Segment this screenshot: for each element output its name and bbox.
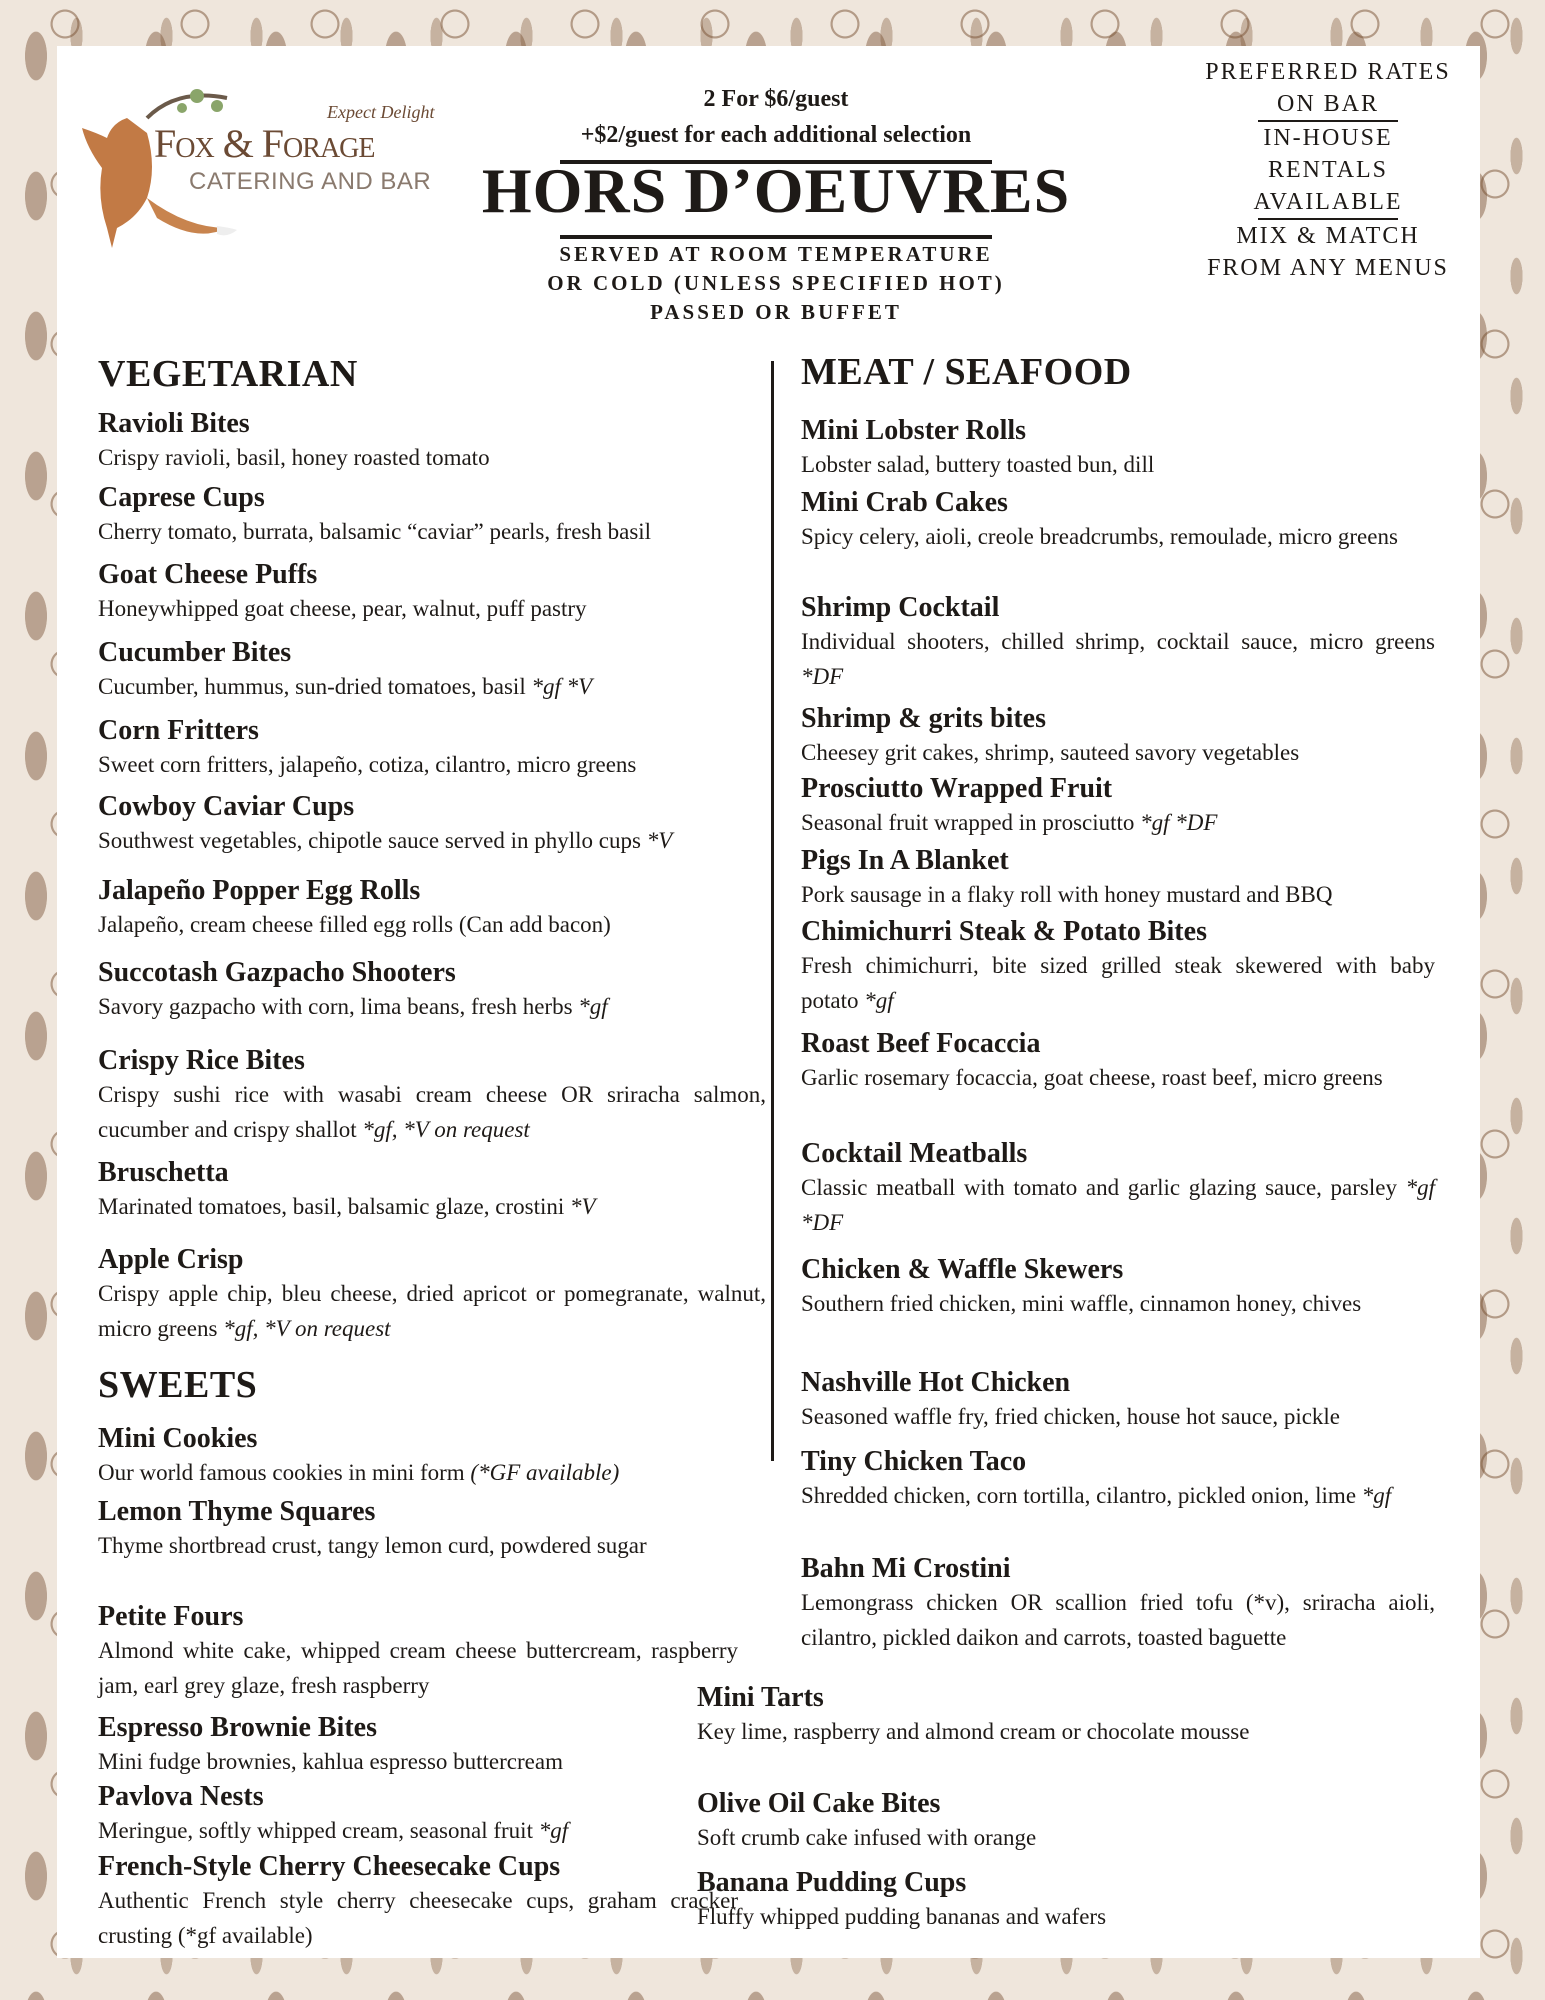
menu-item [801, 1028, 1435, 1095]
description-text: Thyme shortbread crust, tangy lemon curd, powdered sugar [98, 1533, 647, 1558]
menu-item-description [98, 514, 766, 549]
menu-item-name: Mini Tarts [697, 1682, 824, 1713]
menu-item [98, 957, 766, 1024]
menu-item-name: Caprese Cups [98, 482, 265, 513]
menu-item-description [98, 1883, 738, 1953]
logo-tagline: Expect Delight [327, 102, 435, 122]
dietary-note: *gf, *V on request [362, 1117, 530, 1142]
menu-item-name: Petite Fours [98, 1601, 244, 1632]
menu-item-name: Bahn Mi Crostini [801, 1553, 1011, 1584]
description-text: Honeywhipped goat cheese, pear, walnut, puff pastry [98, 596, 587, 621]
note-line: MIX & MATCH [1236, 223, 1420, 249]
menu-item-description [98, 1455, 738, 1490]
menu-item-name: Cowboy Caviar Cups [98, 791, 355, 822]
dietary-note: *gf [538, 1818, 569, 1843]
menu-item [98, 1423, 738, 1490]
serving-note: SERVED AT ROOM TEMPERATURE [559, 242, 993, 266]
description-text: Meringue, softly whipped cream, seasonal fruit [98, 1818, 539, 1843]
menu-item-description [801, 805, 1435, 840]
menu-item-name: French-Style Cherry Cheesecake Cups [98, 1851, 561, 1882]
menu-item [98, 1781, 738, 1848]
serving-notes [430, 240, 1122, 327]
menu-item-name: Banana Pudding Cups [697, 1867, 967, 1898]
dietary-note: *gf, *V on request [223, 1316, 391, 1341]
menu-item-name: Tiny Chicken Taco [801, 1446, 1027, 1477]
menu-item [801, 1446, 1435, 1513]
menu-item-name: Shrimp & grits bites [801, 703, 1046, 734]
menu-item-description [697, 1820, 1327, 1855]
additional-price: +$2/guest for each additional selection [580, 122, 972, 148]
dietary-note: *gf *V [531, 674, 593, 699]
description-text: Shredded chicken, corn tortilla, cilantro, pickled onion, lime [801, 1483, 1362, 1508]
menu-item-description [98, 747, 766, 782]
serving-note: PASSED OR BUFFET [650, 300, 902, 324]
description-text: Southwest vegetables, chipotle sauce served in phyllo cups [98, 828, 647, 853]
description-text: Seasoned waffle fry, fried chicken, house hot sauce, pickle [801, 1404, 1341, 1429]
menu-item [801, 703, 1435, 770]
menu-item-description [801, 948, 1435, 1018]
description-text: Almond white cake, whipped cream cheese buttercream, raspberry jam, earl grey glaze, fresh raspberry [98, 1638, 738, 1698]
description-text: Lobster salad, buttery toasted bun, dill [801, 452, 1155, 477]
menu-item-name: Mini Cookies [98, 1423, 258, 1454]
description-text: Individual shooters, chilled shrimp, cocktail sauce, micro greens [801, 629, 1435, 654]
menu-item-name: Apple Crisp [98, 1244, 244, 1275]
menu-item-description [98, 1744, 738, 1779]
menu-item-name: Shrimp Cocktail [801, 592, 1000, 623]
description-text: Soft crumb cake infused with orange [697, 1825, 1037, 1850]
note-line: FROM ANY MENUS [1207, 255, 1449, 281]
menu-item-description [801, 877, 1435, 912]
dietary-note: *V [570, 1194, 596, 1219]
menu-item [98, 1045, 766, 1147]
description-text: Crispy sushi rice with wasabi cream cheese OR sriracha salmon, cucumber and crispy shallot [98, 1082, 766, 1142]
menu-item-description [801, 1585, 1435, 1655]
description-text: Cheesey grit cakes, shrimp, sauteed savory vegetables [801, 740, 1300, 765]
menu-item-name: Bruschetta [98, 1157, 229, 1188]
menu-item-description [801, 1286, 1435, 1321]
description-text: Seasonal fruit wrapped in prosciutto [801, 810, 1141, 835]
menu-item-name: Pigs In A Blanket [801, 845, 1009, 876]
menu-item [98, 559, 766, 626]
description-text: Jalapeño, cream cheese filled egg rolls (Can add bacon) [98, 912, 611, 937]
menu-item-name: Cucumber Bites [98, 637, 292, 668]
menu-item-name: Nashville Hot Chicken [801, 1367, 1071, 1398]
column-divider [771, 361, 774, 1461]
menu-item-description [697, 1899, 1327, 1934]
section-heading-sweets: SWEETS [98, 1364, 258, 1406]
description-text: Authentic French style cherry cheesecake cups, graham cracker crusting (*gf available) [98, 1888, 738, 1948]
note-line: ON BAR [1276, 91, 1379, 117]
menu-item-name: Chimichurri Steak & Potato Bites [801, 916, 1207, 947]
menu-item [801, 592, 1435, 694]
menu-item-name: Corn Fritters [98, 715, 259, 746]
menu-item-name: Olive Oil Cake Bites [697, 1788, 941, 1819]
menu-item-name: Pavlova Nests [98, 1781, 264, 1812]
menu-item [98, 1157, 766, 1224]
menu-item [98, 408, 766, 475]
description-text: Mini fudge brownies, kahlua espresso buttercream [98, 1749, 563, 1774]
menu-item [697, 1682, 1327, 1749]
section-heading-meat-seafood: MEAT / SEAFOOD [801, 351, 1132, 393]
menu-item-name: Cocktail Meatballs [801, 1138, 1028, 1169]
menu-item [98, 1851, 738, 1953]
menu-item [801, 773, 1435, 840]
menu-item [98, 637, 766, 704]
menu-item-description [98, 440, 766, 475]
description-text: Cucumber, hummus, sun-dried tomatoes, basil [98, 674, 532, 699]
service-notes [1190, 56, 1466, 284]
menu-item-name: Mini Lobster Rolls [801, 415, 1027, 446]
menu-item-name: Lemon Thyme Squares [98, 1496, 376, 1527]
menu-item-description [801, 1478, 1435, 1513]
menu-item [98, 1244, 766, 1346]
menu-item-name: Jalapeño Popper Egg Rolls [98, 875, 421, 906]
dietary-note: *gf [578, 994, 608, 1019]
menu-item-description [801, 624, 1435, 694]
menu-item-description [98, 669, 766, 704]
menu-item-name: Prosciutto Wrapped Fruit [801, 773, 1113, 804]
menu-item-description [801, 519, 1435, 554]
menu-item [801, 1254, 1435, 1321]
description-text: Key lime, raspberry and almond cream or chocolate mousse [697, 1719, 1250, 1744]
description-text: Fluffy whipped pudding bananas and wafers [697, 1904, 1107, 1929]
menu-item [98, 1601, 738, 1703]
menu-item [98, 715, 766, 782]
menu-item [801, 415, 1435, 482]
menu-item [98, 482, 766, 549]
menu-item-description [801, 735, 1435, 770]
page-title: HORS D’OEUVRES [481, 155, 1071, 226]
menu-item-description [98, 823, 766, 858]
menu-item-description [98, 907, 766, 942]
menu-item-description [98, 1633, 738, 1703]
divider [560, 235, 992, 239]
serving-note: OR COLD (UNLESS SPECIFIED HOT) [547, 271, 1005, 295]
menu-item [801, 1138, 1435, 1240]
description-text: Lemongrass chicken OR scallion fried tofu (*v), sriracha aioli, cilantro, pickled daikon and carrots, toasted baguette [801, 1590, 1435, 1650]
description-text: Pork sausage in a flaky roll with honey mustard and BBQ [801, 882, 1333, 907]
menu-item [697, 1867, 1327, 1934]
menu-item-description [697, 1714, 1327, 1749]
logo [77, 68, 447, 253]
price: 2 For $6/guest [703, 86, 849, 112]
menu-item [98, 1496, 738, 1563]
dietary-note: (*GF available) [470, 1460, 620, 1485]
description-text: Garlic rosemary focaccia, goat cheese, roast beef, micro greens [801, 1065, 1383, 1090]
menu-item-description [98, 1189, 766, 1224]
description-text: Southern fried chicken, mini waffle, cinnamon honey, chives [801, 1291, 1362, 1316]
menu-item [801, 916, 1435, 1018]
note-line: RENTALS [1267, 157, 1389, 183]
menu-item-description [801, 1399, 1435, 1434]
description-text: Marinated tomatoes, basil, balsamic glaze, crostini [98, 1194, 570, 1219]
dietary-note: *gf *DF [1140, 810, 1218, 835]
description-text: Crispy ravioli, basil, honey roasted tomato [98, 445, 490, 470]
menu-item [697, 1788, 1327, 1855]
menu-item-description [98, 989, 766, 1024]
description-text: Fresh chimichurri, bite sized grilled steak skewered with baby potato [801, 953, 1435, 1013]
description-text: Our world famous cookies in mini form [98, 1460, 471, 1485]
menu-item-description [801, 447, 1435, 482]
menu-item-description [98, 1528, 738, 1563]
description-text: Spicy celery, aioli, creole breadcrumbs, remoulade, micro greens [801, 524, 1398, 549]
note-line: PREFERRED RATES [1205, 59, 1451, 85]
menu-item [98, 791, 766, 858]
dietary-note: *gf [1361, 1483, 1392, 1508]
note-line: AVAILABLE [1253, 189, 1403, 215]
description-text: Savory gazpacho with corn, lima beans, fresh herbs [98, 994, 579, 1019]
menu-item-name: Espresso Brownie Bites [98, 1712, 377, 1743]
dietary-note: *gf [864, 988, 894, 1013]
menu-item-description [801, 1060, 1435, 1095]
menu-item-description [98, 1276, 766, 1346]
description-text: Classic meatball with tomato and garlic glazing sauce, parsley [801, 1175, 1406, 1200]
menu-item [801, 1553, 1435, 1655]
menu-item-description [98, 591, 766, 626]
menu-item-description [801, 1170, 1435, 1240]
logo-brand: Fox & Forage [154, 121, 375, 166]
menu-item-description [98, 1077, 766, 1147]
menu-item-name: Goat Cheese Puffs [98, 559, 318, 590]
menu-item-name: Mini Crab Cakes [801, 487, 1008, 518]
note-line: IN-HOUSE [1263, 125, 1393, 151]
section-heading-vegetarian: VEGETARIAN [98, 353, 358, 395]
description-text: Cherry tomato, burrata, balsamic “caviar” pearls, fresh basil [98, 519, 652, 544]
menu-item [98, 1712, 738, 1779]
menu-item-name: Chicken & Waffle Skewers [801, 1254, 1124, 1285]
menu-item [98, 875, 766, 942]
dietary-note: *gf *DF [801, 1175, 1435, 1235]
dietary-note: *V [646, 828, 673, 853]
dietary-note: *DF [801, 664, 844, 689]
logo-subtitle: CATERING AND BAR [189, 168, 432, 195]
description-text: Crispy apple chip, bleu cheese, dried apricot or pomegranate, walnut, micro greens [98, 1281, 766, 1341]
menu-item-name: Ravioli Bites [98, 408, 250, 439]
menu-item-name: Roast Beef Focaccia [801, 1028, 1041, 1059]
menu-item [801, 845, 1435, 912]
menu-item-description [98, 1813, 738, 1848]
menu-item [801, 487, 1435, 554]
description-text: Sweet corn fritters, jalapeño, cotiza, cilantro, micro greens [98, 752, 637, 777]
menu-item-name: Crispy Rice Bites [98, 1045, 305, 1076]
menu-item-name: Succotash Gazpacho Shooters [98, 957, 456, 988]
menu-item [801, 1367, 1435, 1434]
